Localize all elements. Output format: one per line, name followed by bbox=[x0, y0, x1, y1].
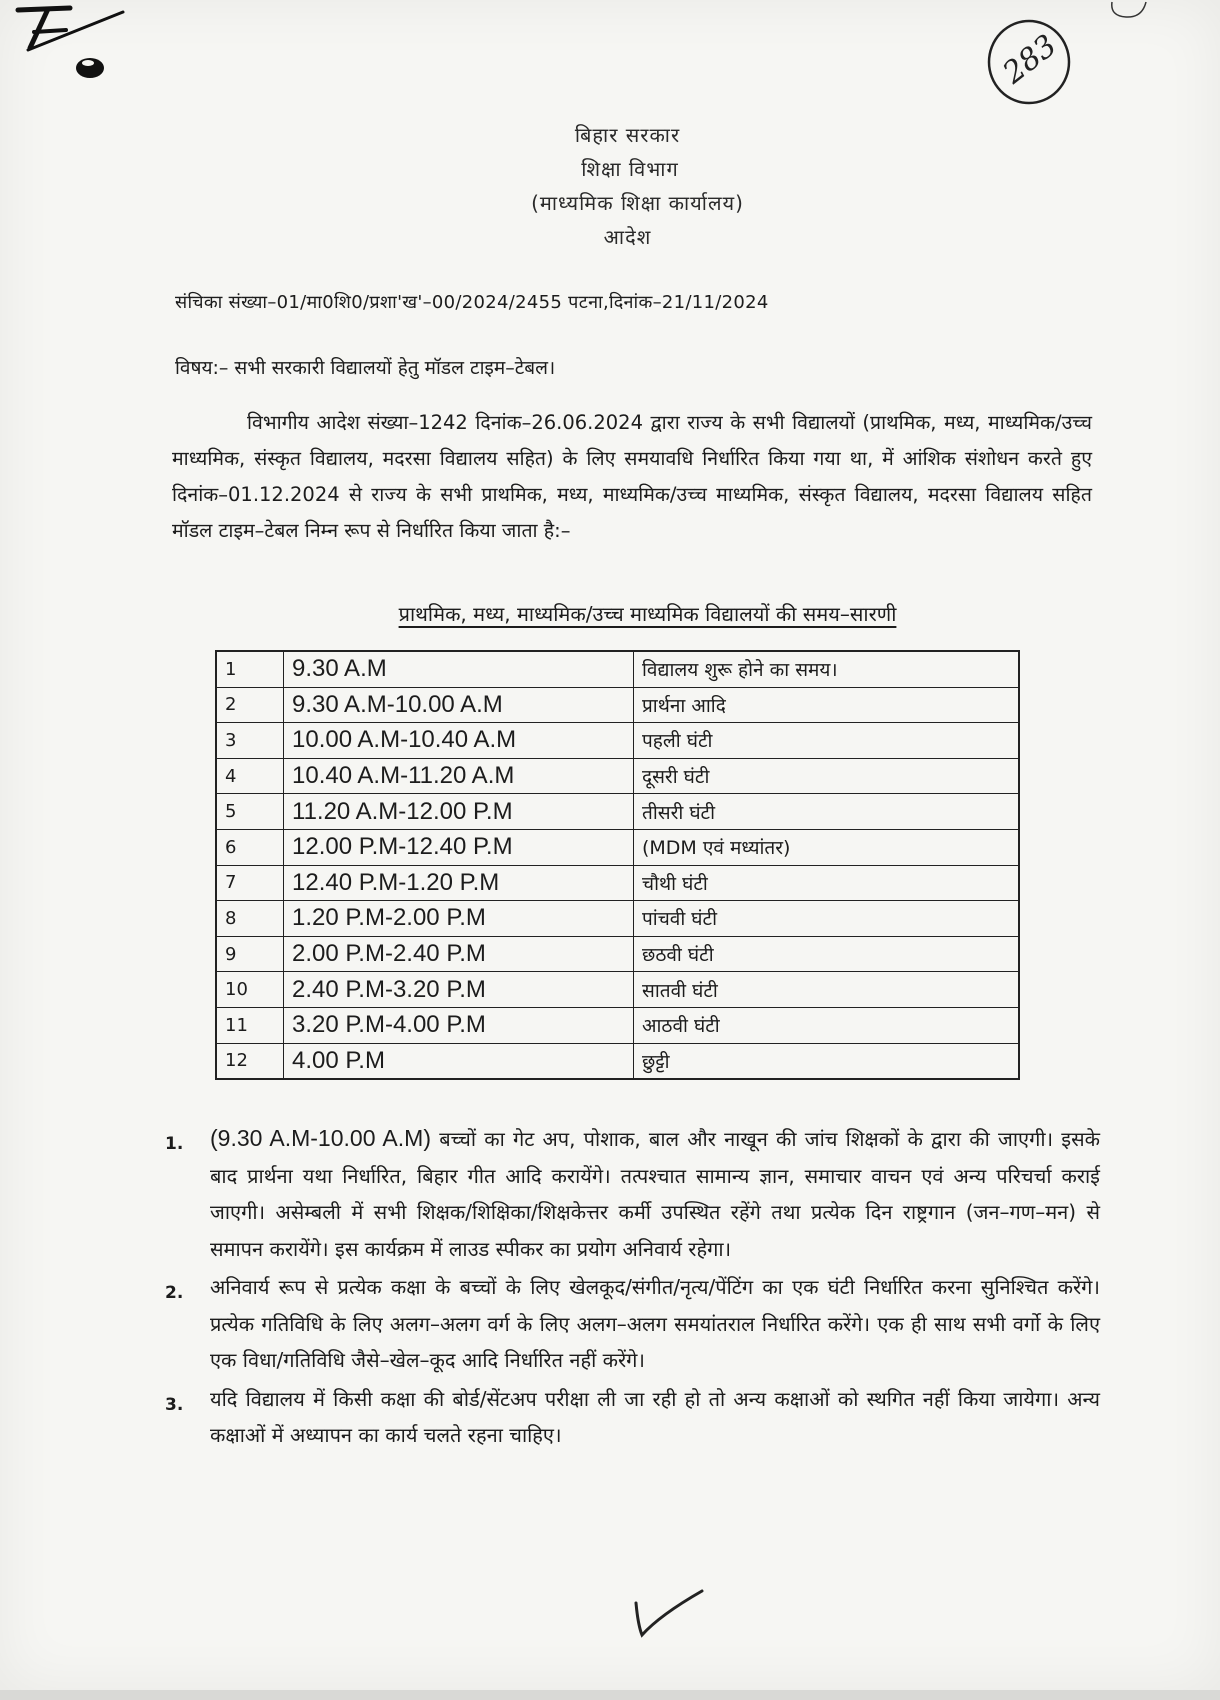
timetable bbox=[215, 650, 1020, 1080]
activity: प्रार्थना आदि bbox=[634, 687, 1020, 723]
document-header bbox=[0, 118, 1220, 254]
time-slot: 9.30 A.M-10.00 A.M bbox=[284, 687, 634, 723]
table-row bbox=[216, 651, 1019, 687]
activity: दूसरी घंटी bbox=[634, 758, 1020, 794]
activity: पांचवी घंटी bbox=[634, 901, 1020, 937]
handwritten-mark-icon bbox=[8, 0, 128, 94]
table-row bbox=[216, 758, 1019, 794]
row-number: 5 bbox=[216, 794, 284, 830]
time-slot: 11.20 A.M-12.00 P.M bbox=[284, 794, 634, 830]
table-row bbox=[216, 794, 1019, 830]
item-text: अनिवार्य रूप से प्रत्येक कक्षा के बच्चों के लिए खेलकूद/संगीत/नृत्य/पेंटिंग का एक घंटी निर्धारित करना सुनिश्चित करेंगे। प्रत्येक गतिविधि के लिए अलग–अलग वर्ग के लिए अलग–अलग समयांतराल निर्धारित करेंगे। एक ही साथ सभी वर्गो के लिए एक विधा/गतिविधि जैसे–खेल–कूद आदि निर्धारित नहीं करेंगे। bbox=[210, 1275, 1100, 1372]
order-title: आदेश bbox=[603, 225, 652, 249]
activity: छठवी घंटी bbox=[634, 936, 1020, 972]
time-slot: 4.00 P.M bbox=[284, 1043, 634, 1079]
table-row bbox=[216, 936, 1019, 972]
activity: (MDM एवं मध्यांतर) bbox=[634, 829, 1020, 865]
time-slot: 9.30 A.M bbox=[284, 651, 634, 687]
office-name: (माध्यमिक शिक्षा कार्यालय) bbox=[531, 191, 744, 215]
reference-line: संचिका संख्या–01/मा0शि0/प्रशा'ख'–00/2024/2455 पटना,दिनांक–21/11/2024 bbox=[175, 292, 769, 313]
time-slot: 1.20 P.M-2.00 P.M bbox=[284, 901, 634, 937]
department-name: शिक्षा विभाग bbox=[581, 157, 679, 181]
time-slot: 3.20 P.M-4.00 P.M bbox=[284, 1007, 634, 1043]
row-number: 6 bbox=[216, 829, 284, 865]
row-number: 2 bbox=[216, 687, 284, 723]
page-bottom-edge bbox=[0, 1690, 1220, 1700]
page-number: 283 bbox=[996, 28, 1064, 91]
item-number: 1. bbox=[165, 1134, 184, 1154]
row-number: 11 bbox=[216, 1007, 284, 1043]
activity: सातवी घंटी bbox=[634, 972, 1020, 1008]
table-row bbox=[216, 687, 1019, 723]
time-slot: 12.40 P.M-1.20 P.M bbox=[284, 865, 634, 901]
item-text: यदि विद्यालय में किसी कक्षा की बोर्ड/सेंटअप परीक्षा ली जा रही हो तो अन्य कक्षाओं को स्थगित नहीं किया जायेगा। अन्य कक्षाओं में अध्यापन का कार्य चलते रहना चाहिए। bbox=[210, 1386, 1100, 1447]
table-row bbox=[216, 865, 1019, 901]
activity: आठवी घंटी bbox=[634, 1007, 1020, 1043]
row-number: 1 bbox=[216, 651, 284, 687]
table-row bbox=[216, 829, 1019, 865]
checkmark-icon bbox=[630, 1585, 710, 1649]
table-title bbox=[0, 600, 1220, 627]
activity: छुट्टी bbox=[634, 1043, 1020, 1079]
table-row bbox=[216, 972, 1019, 1008]
item-time: (9.30 A.M-10.00 A.M) bbox=[210, 1125, 431, 1151]
row-number: 7 bbox=[216, 865, 284, 901]
corner-mark-icon bbox=[1100, 0, 1180, 34]
row-number: 3 bbox=[216, 723, 284, 759]
table-row bbox=[216, 1007, 1019, 1043]
activity: तीसरी घंटी bbox=[634, 794, 1020, 830]
intro-paragraph: विभागीय आदेश संख्या–1242 दिनांक–26.06.2024 द्वारा राज्य के सभी विद्यालयों (प्राथमिक, मध्य, माध्यमिक/उच्च माध्यमिक, संस्कृत विद्यालय, मदरसा विद्यालय सहित) के लिए समयावधि निर्धारित किया गया था, में आंशिक संशोधन करते हुए दिनांक–01.12.2024 से राज्य के सभी प्राथमिक, मध्य, माध्यमिक/उच्च माध्यमिक, संस्कृत विद्यालय, मदरसा विद्यालय सहित मॉडल टाइम–टेबल निम्न रूप से निर्धारित किया जाता है:– bbox=[172, 411, 1092, 542]
item-text: बच्चों का गेट अप, पोशाक, बाल और नाखून की जांच शिक्षकों के द्वारा की जाएगी। इसके बाद प्रार्थना यथा निर्धारित, बिहार गीत आदि करायेंगे। तत्पश्चात सामान्य ज्ञान, समाचार वाचन एवं अन्य परिचर्चा कराई जाएगी। असेम्बली में सभी शिक्षक/शिक्षिका/शिक्षकेत्तर कर्मी उपस्थित रहेंगे तथा प्रत्येक दिन राष्ट्रगान (जन–गण–मन) से समापन करायेंगे। इस कार्यक्रम में लाउड स्पीकर का प्रयोग अनिवार्य रहेगा। bbox=[210, 1127, 1100, 1261]
item-number: 3. bbox=[165, 1394, 184, 1415]
table-row bbox=[216, 723, 1019, 759]
activity: विद्यालय शुरू होने का समय। bbox=[634, 651, 1020, 687]
row-number: 8 bbox=[216, 901, 284, 937]
row-number: 4 bbox=[216, 758, 284, 794]
item-number: 2. bbox=[165, 1283, 184, 1303]
instruction-list bbox=[160, 1120, 1100, 1456]
table-title-text: प्राथमिक, मध्य, माध्यमिक/उच्च माध्यमिक विद्यालयों की समय–सारणी bbox=[398, 602, 897, 626]
activity: चौथी घंटी bbox=[634, 865, 1020, 901]
subject-line: विषय:– सभी सरकारी विद्यालयों हेतु मॉडल टाइम–टेबल। bbox=[175, 357, 556, 379]
time-slot: 2.40 P.M-3.20 P.M bbox=[284, 972, 634, 1008]
time-slot: 10.00 A.M-10.40 A.M bbox=[284, 723, 634, 759]
row-number: 12 bbox=[216, 1043, 284, 1079]
row-number: 10 bbox=[216, 972, 284, 1008]
page-number-seal bbox=[985, 18, 1075, 106]
govt-name: बिहार सरकार bbox=[574, 123, 681, 147]
time-slot: 10.40 A.M-11.20 A.M bbox=[284, 758, 634, 794]
time-slot: 2.00 P.M-2.40 P.M bbox=[284, 936, 634, 972]
table-row bbox=[216, 901, 1019, 937]
time-slot: 12.00 P.M-12.40 P.M bbox=[284, 829, 634, 865]
instruction-item bbox=[160, 1120, 1100, 1267]
instruction-item bbox=[160, 1269, 1100, 1379]
table-row bbox=[216, 1043, 1019, 1079]
row-number: 9 bbox=[216, 936, 284, 972]
activity: पहली घंटी bbox=[634, 723, 1020, 759]
instruction-item bbox=[160, 1381, 1100, 1454]
